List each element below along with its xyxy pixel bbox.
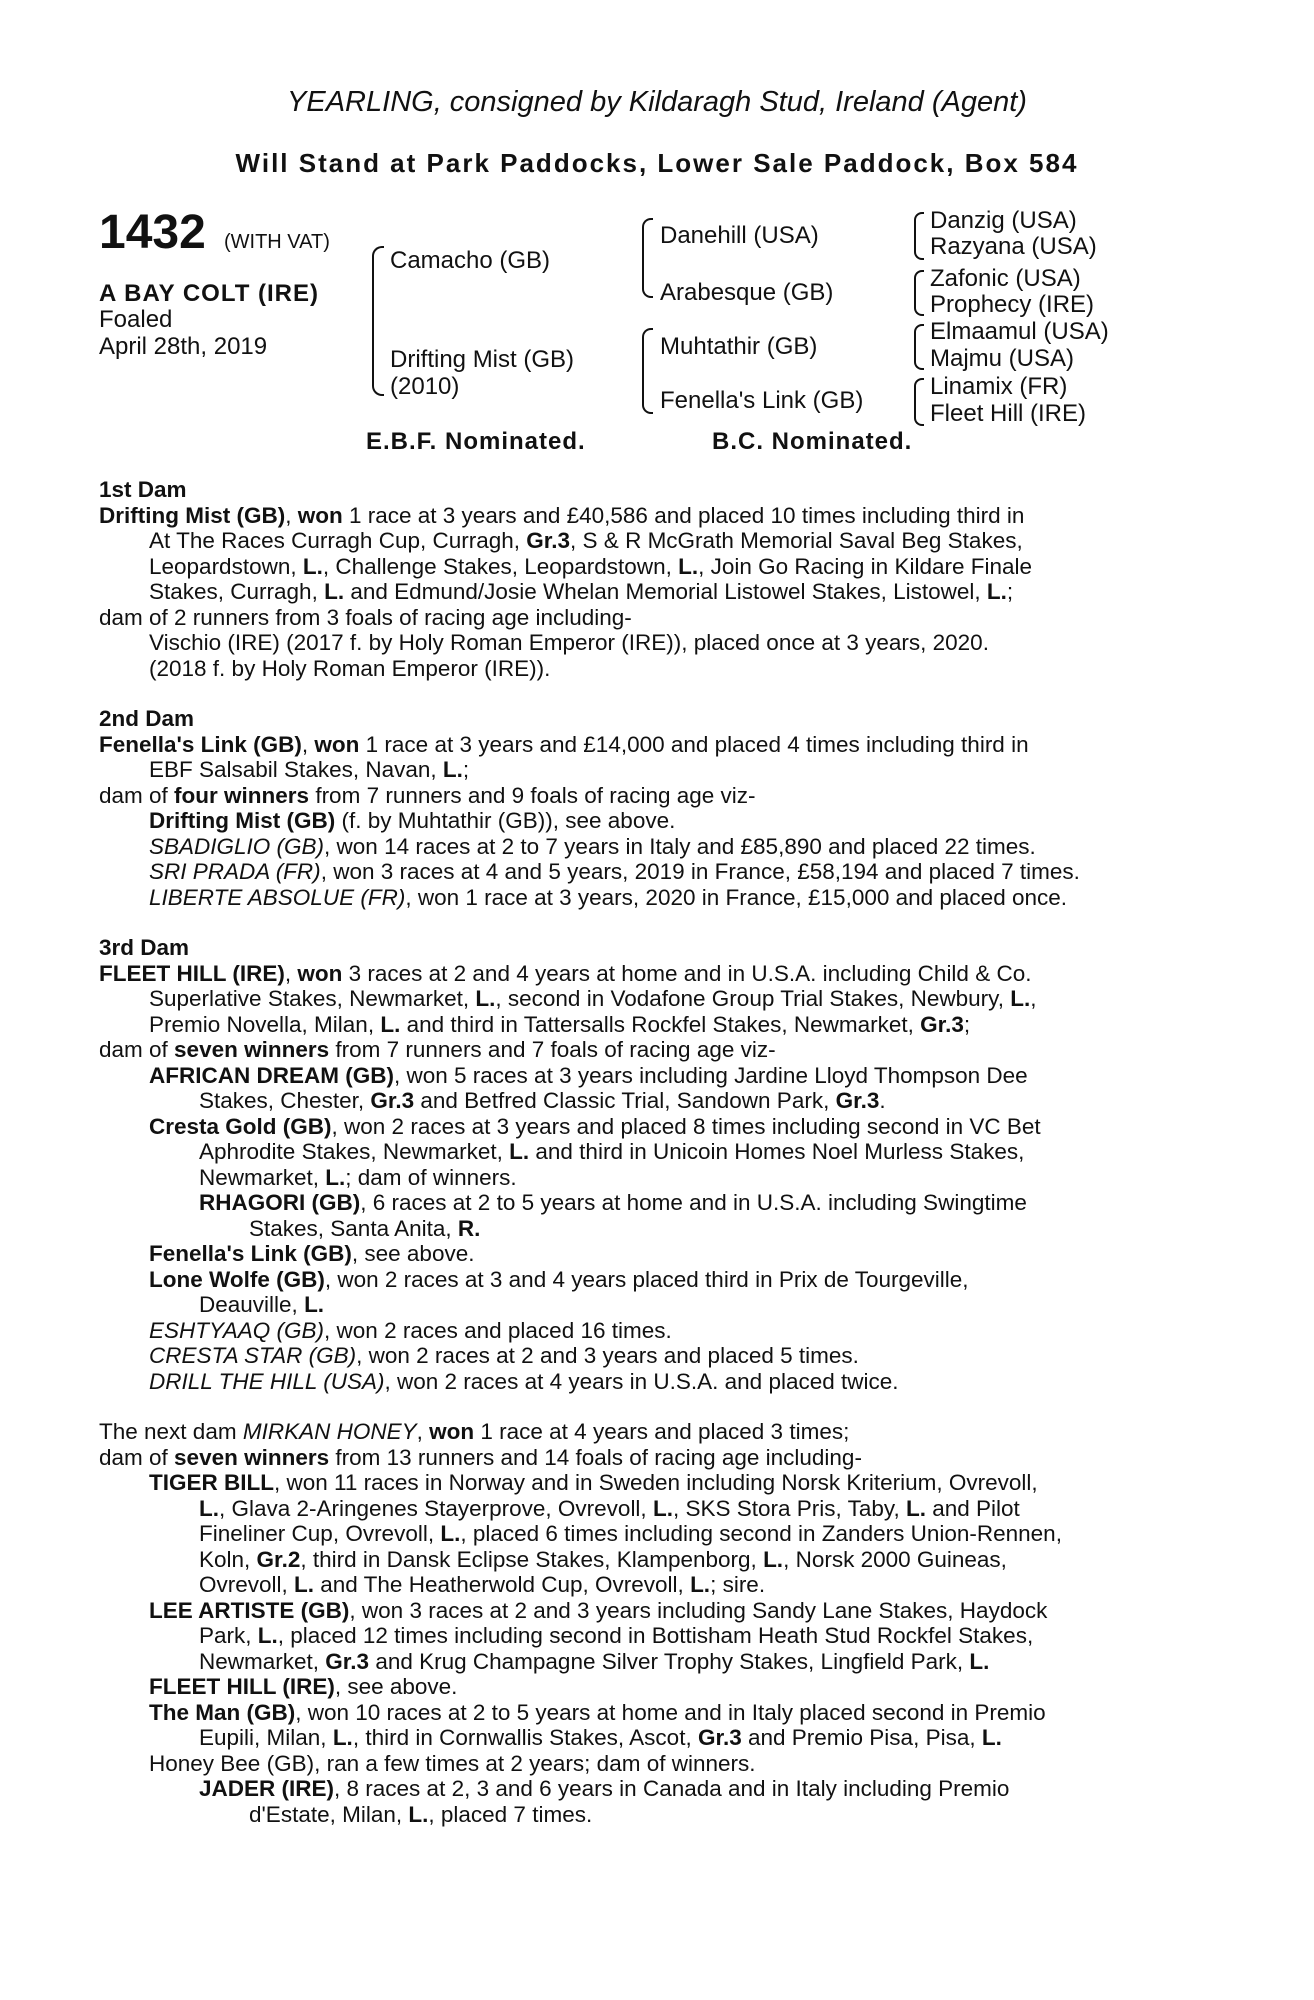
text-line: At The Races Curragh Cup, Curragh, Gr.3, S & R McGrath Memorial Saval Beg Stakes, [149, 528, 1023, 553]
text-line: Ovrevoll, L. and The Heatherwold Cup, Ovrevoll, L.; sire. [199, 1572, 766, 1597]
pedigree-sire: Camacho (GB) [390, 247, 551, 274]
text-line: LEE ARTISTE (GB), won 3 races at 2 and 3 years including Sandy Lane Stakes, Haydock [149, 1597, 1048, 1623]
lot-description: A BAY COLT (IRE) [99, 280, 320, 307]
text-line: Lone Wolfe (GB), won 2 races at 3 and 4 years placed third in Prix de Tourgeville, [149, 1266, 969, 1292]
text-line: TIGER BILL, won 11 races in Norway and in Sweden including Norsk Kriterium, Ovrevoll, [149, 1470, 1038, 1495]
second-dam-section [99, 706, 1209, 910]
first-dam-body [99, 503, 1209, 682]
ebf-nominated: E.B.F. Nominated. [366, 428, 586, 455]
text-line: ESHTYAAQ (GB), won 2 races and placed 16 times. [149, 1317, 672, 1343]
text-line: Newmarket, Gr.3 and Krug Champagne Silver Trophy Stakes, Lingfield Park, L. [199, 1648, 990, 1674]
text-line: Honey Bee (GB), ran a few times at 2 years; dam of winners. [149, 1750, 756, 1776]
text-line: FLEET HILL (IRE), won 3 races at 2 and 4 years at home and in U.S.A. including Child & Co. [99, 960, 1032, 986]
lot-number: 1432 [99, 206, 206, 259]
foaled-date: April 28th, 2019 [99, 333, 268, 360]
text-line: Vischio (IRE) (2017 f. by Holy Roman Emperor (IRE)), placed once at 3 years, 2020. [149, 630, 989, 655]
text-line: Deauville, L. [199, 1292, 325, 1317]
pedigree-ggp-3: Zafonic (USA) [930, 265, 1081, 292]
text-line: Drifting Mist (GB), won 1 race at 3 years and £40,586 and placed 10 times including third in [99, 502, 1025, 528]
text-line: RHAGORI (GB), 6 races at 2 to 5 years at home and in U.S.A. including Swingtime [199, 1190, 1027, 1215]
text-line: Stakes, Chester, Gr.3 and Betfred Classic Trial, Sandown Park, Gr.3. [199, 1088, 886, 1113]
text-line: d'Estate, Milan, L., placed 7 times. [249, 1801, 593, 1827]
text-line: L., Glava 2-Aringenes Stayerprove, Ovrevoll, L., SKS Stora Pris, Taby, L. and Pilot [199, 1495, 1020, 1521]
text-line: Cresta Gold (GB), won 2 races at 3 years and placed 8 times including second in VC Bet [149, 1113, 1041, 1139]
text-line: Eupili, Milan, L., third in Cornwallis Stakes, Ascot, Gr.3 and Premio Pisa, Pisa, L. [199, 1725, 1002, 1750]
pedigree-sire-sire: Danehill (USA) [660, 222, 819, 249]
text-line: dam of 2 runners from 3 foals of racing age including- [99, 604, 632, 630]
pedigree-dam-year: (2010) [390, 373, 460, 400]
third-dam-section [99, 935, 1209, 1394]
text-line: Koln, Gr.2, third in Dansk Eclipse Stakes, Klampenborg, L., Norsk 2000 Guineas, [199, 1546, 1007, 1572]
text-line: JADER (IRE), 8 races at 2, 3 and 6 years in Canada and in Italy including Premio [199, 1776, 1010, 1801]
text-line: DRILL THE HILL (USA), won 2 races at 4 years in U.S.A. and placed twice. [149, 1368, 899, 1394]
first-dam-heading: 1st Dam [99, 477, 187, 502]
text-line: AFRICAN DREAM (GB), won 5 races at 3 years including Jardine Lloyd Thompson Dee [149, 1062, 1028, 1088]
pedigree-dam: Drifting Mist (GB) [390, 346, 575, 373]
text-line: Leopardstown, L., Challenge Stakes, Leopardstown, L., Join Go Racing in Kildare Finale [149, 553, 1033, 579]
bc-nominated: B.C. Nominated. [712, 428, 913, 455]
text-line: SBADIGLIO (GB), won 14 races at 2 to 7 years in Italy and £85,890 and placed 22 times. [149, 833, 1036, 859]
page-title: YEARLING, consigned by Kildaragh Stud, Ireland (Agent) [287, 86, 1027, 118]
pedigree-dam-sire: Muhtathir (GB) [660, 333, 818, 360]
pedigree-ggp-6: Majmu (USA) [930, 345, 1075, 372]
pedigree-ggp-4: Prophecy (IRE) [930, 291, 1095, 318]
brace-ggp-2 [914, 270, 924, 316]
text-line: EBF Salsabil Stakes, Navan, L.; [149, 757, 470, 782]
text-line: dam of seven winners from 7 runners and 7 foals of racing age viz- [99, 1037, 776, 1062]
brace-main [372, 246, 384, 396]
text-line: Aphrodite Stakes, Newmarket, L. and third in Unicoin Homes Noel Murless Stakes, [199, 1139, 1025, 1164]
next-dam-section [99, 1419, 1209, 1827]
pedigree-ggp-8: Fleet Hill (IRE) [930, 400, 1087, 427]
text-line: SRI PRADA (FR), won 3 races at 4 and 5 years, 2019 in France, £58,194 and placed 7 times. [149, 859, 1080, 884]
vat-label: (WITH VAT) [224, 231, 330, 253]
second-dam-body [99, 732, 1209, 911]
pedigree-dam-dam: Fenella's Link (GB) [660, 387, 864, 414]
pedigree-ggp-1: Danzig (USA) [930, 207, 1077, 234]
text-line: FLEET HILL (IRE), see above. [149, 1674, 458, 1699]
text-line: Premio Novella, Milan, L. and third in Tattersalls Rockfel Stakes, Newmarket, Gr.3; [149, 1011, 971, 1037]
text-line: Superlative Stakes, Newmarket, L., second in Vodafone Group Trial Stakes, Newbury, L., [149, 986, 1037, 1011]
brace-ggp-3 [914, 324, 924, 370]
brace-sire [642, 218, 653, 298]
text-line: Newmarket, L.; dam of winners. [199, 1164, 517, 1190]
foaled-label: Foaled [99, 306, 173, 333]
brace-dam [642, 328, 653, 414]
third-dam-heading: 3rd Dam [99, 935, 190, 960]
third-dam-body [99, 961, 1209, 1395]
text-line: (2018 f. by Holy Roman Emperor (IRE)). [149, 655, 551, 681]
brace-ggp-1 [914, 212, 924, 260]
text-line: dam of seven winners from 13 runners and 14 foals of racing age including- [99, 1444, 862, 1470]
text-line: Fenella's Link (GB), won 1 race at 3 years and £14,000 and placed 4 times including third in [99, 731, 1029, 757]
text-line: Stakes, Curragh, L. and Edmund/Josie Whelan Memorial Listowel Stakes, Listowel, L.; [149, 579, 1014, 604]
text-line: LIBERTE ABSOLUE (FR), won 1 race at 3 years, 2020 in France, £15,000 and placed once. [149, 884, 1067, 910]
pedigree-sire-dam: Arabesque (GB) [660, 279, 834, 306]
first-dam-section [99, 477, 1209, 681]
pedigree-ggp-7: Linamix (FR) [930, 373, 1068, 400]
text-line: CRESTA STAR (GB), won 2 races at 2 and 3 years and placed 5 times. [149, 1343, 859, 1368]
text-line: Fenella's Link (GB), see above. [149, 1241, 475, 1266]
brace-ggp-4 [914, 378, 924, 426]
text-line: The next dam MIRKAN HONEY, won 1 race at 4 years and placed 3 times; [99, 1419, 850, 1444]
text-line: Drifting Mist (GB) (f. by Muhtathir (GB)), see above. [149, 808, 676, 833]
stand-location: Will Stand at Park Paddocks, Lower Sale Paddock, Box 584 [235, 148, 1079, 178]
text-line: Stakes, Santa Anita, R. [249, 1215, 481, 1241]
pedigree-ggp-5: Elmaamul (USA) [930, 318, 1109, 345]
pedigree-ggp-2: Razyana (USA) [930, 233, 1097, 260]
text-line: Fineliner Cup, Ovrevoll, L., placed 6 times including second in Zanders Union-Rennen, [199, 1521, 1062, 1546]
second-dam-heading: 2nd Dam [99, 706, 195, 731]
text-line: Park, L., placed 12 times including second in Bottisham Heath Stud Rockfel Stakes, [199, 1623, 1034, 1648]
text-line: The Man (GB), won 10 races at 2 to 5 years at home and in Italy placed second in Premio [149, 1699, 1046, 1725]
next-dam-body [99, 1419, 1209, 1827]
text-line: dam of four winners from 7 runners and 9 foals of racing age viz- [99, 782, 756, 808]
